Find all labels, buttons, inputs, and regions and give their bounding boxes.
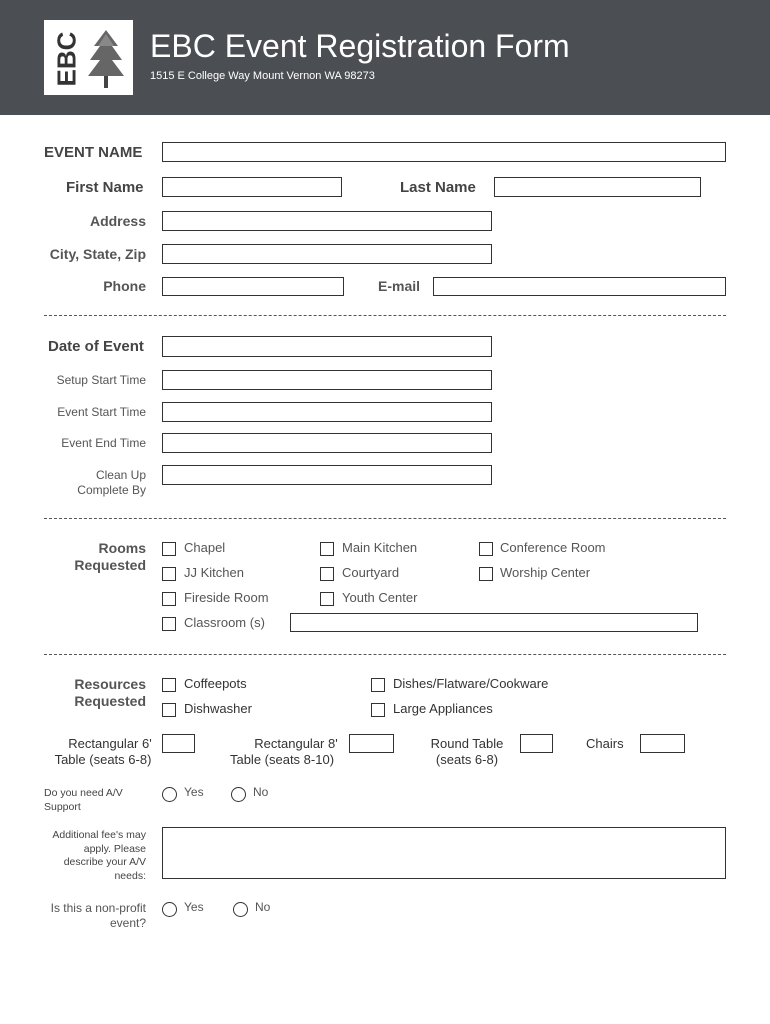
rect6-label [44, 736, 162, 768]
room-worship-center: Worship Center [500, 565, 591, 580]
email-label: E-mail [378, 278, 421, 294]
room-classroom: Classroom (s) [184, 615, 265, 630]
nonprofit-no-radio[interactable] [233, 902, 248, 917]
av-needs-textarea[interactable] [162, 827, 726, 879]
event-end-label: Event End Time [61, 436, 146, 450]
setup-start-field[interactable] [162, 370, 492, 390]
checkbox-large-appliances[interactable] [371, 703, 385, 717]
date-of-event-label: Date of Event [48, 338, 144, 355]
section-divider [44, 315, 726, 316]
checkbox-youth-center[interactable] [320, 592, 334, 606]
av-question [44, 786, 123, 814]
rect6-label-line2: Table (seats 6-8) [54, 752, 152, 767]
logo-text: EBC [51, 31, 82, 87]
first-name-field[interactable] [162, 177, 342, 197]
round-table-label-line2: (seats 6-8) [435, 752, 499, 767]
rect6-label-line1: Rectangular 6' [68, 736, 152, 751]
room-courtyard: Courtyard [342, 565, 400, 580]
av-needs-line4: needs: [114, 869, 146, 882]
resources-label-line2: Requested [74, 693, 146, 709]
resources-label [44, 676, 146, 710]
chairs-label: Chairs [586, 736, 624, 751]
av-needs-line3: describe your A/V [63, 856, 146, 868]
phone-label: Phone [103, 278, 146, 294]
rect8-label [222, 736, 342, 768]
tree-icon [86, 28, 126, 90]
section-divider [44, 654, 726, 655]
event-name-label: EVENT NAME [44, 144, 143, 161]
nonprofit-yes-radio[interactable] [162, 902, 177, 917]
round-table-qty-field[interactable] [520, 734, 553, 753]
checkbox-dishwasher[interactable] [162, 703, 176, 717]
checkbox-fireside-room[interactable] [162, 592, 176, 606]
checkbox-dishes[interactable] [371, 678, 385, 692]
last-name-field[interactable] [494, 177, 701, 197]
av-yes-radio[interactable] [162, 787, 177, 802]
event-name-field[interactable] [162, 142, 726, 162]
av-question-line2: Support [44, 801, 81, 813]
cleanup-field[interactable] [162, 465, 492, 485]
section-divider [44, 518, 726, 519]
nonprofit-no-label: No [255, 900, 271, 914]
cleanup-label-line1: Clean Up [95, 468, 146, 482]
rooms-label [44, 540, 146, 574]
av-needs-line1: Additional fee's may [52, 829, 146, 841]
av-no-label: No [253, 785, 269, 799]
room-fireside-room: Fireside Room [184, 590, 269, 605]
room-jj-kitchen: JJ Kitchen [184, 565, 244, 580]
av-no-radio[interactable] [231, 787, 246, 802]
checkbox-classroom[interactable] [162, 617, 176, 631]
rect8-label-line1: Rectangular 8' [254, 736, 338, 751]
resource-large-appliances: Large Appliances [393, 701, 493, 716]
rect8-qty-field[interactable] [349, 734, 394, 753]
page-title: EBC Event Registration Form [150, 28, 570, 64]
resource-dishwasher: Dishwasher [184, 701, 252, 716]
rect6-qty-field[interactable] [162, 734, 195, 753]
phone-field[interactable] [162, 277, 344, 296]
checkbox-courtyard[interactable] [320, 567, 334, 581]
event-start-label: Event Start Time [57, 405, 146, 419]
logo-text-wrap [51, 31, 82, 87]
checkbox-coffeepots[interactable] [162, 678, 176, 692]
resource-dishes: Dishes/Flatware/Cookware [393, 676, 549, 691]
email-field[interactable] [433, 277, 726, 296]
city-state-zip-field[interactable] [162, 244, 492, 264]
av-needs-line2: apply. Please [83, 842, 146, 855]
address-field[interactable] [162, 211, 492, 231]
room-conference-room: Conference Room [500, 540, 606, 555]
city-state-zip-label: City, State, Zip [49, 246, 146, 262]
room-youth-center: Youth Center [342, 590, 418, 605]
classroom-field[interactable] [290, 613, 698, 632]
event-end-field[interactable] [162, 433, 492, 453]
rooms-label-line2: Requested [74, 557, 146, 573]
nonprofit-question [40, 901, 146, 931]
cleanup-label-line2: Complete By [77, 483, 146, 497]
rect8-label-line2: Table (seats 8-10) [229, 752, 335, 767]
event-start-field[interactable] [162, 402, 492, 422]
nonprofit-line2: event? [109, 916, 146, 930]
checkbox-main-kitchen[interactable] [320, 542, 334, 556]
address-label: Address [89, 213, 146, 229]
checkbox-conference-room[interactable] [479, 542, 493, 556]
resource-coffeepots: Coffeepots [184, 676, 247, 691]
cleanup-label [40, 468, 146, 498]
av-needs-note [40, 829, 146, 883]
page-address: 1515 E College Way Mount Vernon WA 98273 [150, 70, 375, 82]
round-table-label-line1: Round Table [430, 736, 504, 751]
resources-label-line1: Resources [74, 676, 146, 692]
av-yes-label: Yes [184, 785, 204, 799]
last-name-label: Last Name [400, 179, 476, 196]
checkbox-worship-center[interactable] [479, 567, 493, 581]
av-question-line1: Do you need A/V [44, 787, 123, 799]
checkbox-jj-kitchen[interactable] [162, 567, 176, 581]
date-of-event-field[interactable] [162, 336, 492, 357]
rooms-label-line1: Rooms [98, 540, 146, 556]
nonprofit-yes-label: Yes [184, 900, 204, 914]
nonprofit-line1: Is this a non-profit [50, 901, 146, 915]
room-main-kitchen: Main Kitchen [342, 540, 418, 555]
chairs-qty-field[interactable] [640, 734, 685, 753]
first-name-label: First Name [66, 179, 144, 196]
round-table-label [424, 736, 510, 768]
ebc-logo [44, 20, 133, 95]
room-chapel: Chapel [184, 540, 226, 555]
setup-start-label: Setup Start Time [56, 373, 146, 387]
checkbox-chapel[interactable] [162, 542, 176, 556]
